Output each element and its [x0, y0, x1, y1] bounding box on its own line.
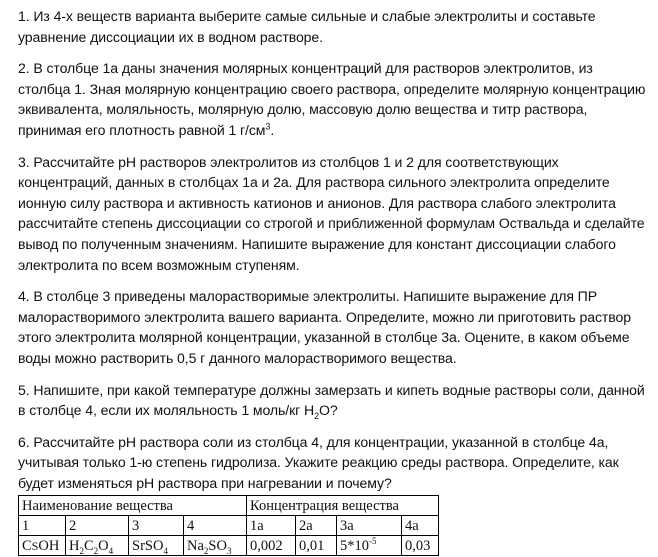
task-6	[18, 432, 646, 494]
task-3	[18, 152, 646, 276]
col-header-3: 3	[129, 516, 184, 536]
table-header-row	[19, 496, 439, 516]
table-column-numbers-row	[19, 516, 439, 536]
cell-substance-4: $Na_2SO_3$	[184, 536, 247, 556]
cell-conc-2a: 0,01	[296, 536, 337, 556]
col-header-2: 2	[66, 516, 129, 536]
task-2-body: 2. В столбце 1а даны значения молярных концентраций для растворов электролитов, из столбца 1. Зная молярную концентрацию своего раствора, определите молярную концентрацию эквивалента, моляльность, молярную долю, массовую долю вещества и титр раствора, принимая его плотность равной 1 г/см	[18, 60, 646, 138]
col-header-3a: 3а	[337, 516, 402, 536]
table-row	[19, 536, 439, 556]
cell-conc-3a: $5*10^{-5}$	[337, 536, 402, 556]
header-substance-name: Наименование вещества	[19, 496, 247, 516]
task-1-text: 1. Из 4-х веществ варианта выберите самые сильные и слабые электролиты и составьте уравнение диссоциации их в водном растворе.	[18, 8, 596, 45]
cell-substance-1: CSOH	[19, 536, 66, 556]
col-header-4a: 4а	[402, 516, 439, 536]
task-2-tail: .	[270, 121, 275, 138]
variant-table	[18, 495, 439, 556]
cell-conc-1a: 0,002	[247, 536, 296, 556]
task-6-text: 6. Рассчитайте pH раствора соли из столбца 4, для концентрации, указанной в столбце 4а, учитывая только 1-ю степень гидролиза. Укажите реакцию среды раствора. Определите, как будет изменяться pH раствора при нагревании и почему?	[18, 433, 619, 491]
task-4-text: 4. В столбце 3 приведены малорастворимые электролиты. Напишите выражение для ПР малорастворимого электролита вашего варианта. Определите, можно ли приготовить раствор этого электролита молярной концентрации, указанной в столбце 3а. Оцените, в каком объеме воды можно растворить 0,5 г данного малорастворимого вещества.	[18, 288, 631, 366]
task-1	[18, 6, 646, 47]
col-header-2a: 2а	[296, 516, 337, 536]
col-header-4: 4	[184, 516, 247, 536]
task-2-text	[18, 58, 646, 140]
cell-substance-2: $H_2C_2O_4$	[66, 536, 129, 556]
task-5-tail: O?	[319, 402, 338, 419]
header-concentration: Концентрация вещества	[247, 496, 439, 516]
cubic-superscript: 3	[265, 121, 271, 132]
col-header-1a: 1а	[247, 516, 296, 536]
task-4	[18, 286, 646, 368]
task-5-text	[18, 380, 646, 421]
task-3-text: 3. Рассчитайте pH растворов электролитов из столбцов 1 и 2 для соответствующих концентраций, данных в столбцах 1а и 2а. Для раствора сильного электролита определите ионную силу раствора и активность катионов и анионов. Для раствора слабого электролита рассчитайте степень диссоциации со строгой и приближенной формулам Оствальда и сделайте вывод по полученным значениям. Напишите выражение для констант диссоциации слабого электролита по всем возможным ступеням.	[18, 153, 645, 273]
task-5-body: 5. Напишите, при какой температуре должны замерзать и кипеть водные растворы соли, данной в столбце 4, если их моляльность 1 моль/кг H	[18, 381, 645, 419]
water-subscript: 2	[314, 410, 320, 421]
task-2	[18, 58, 646, 140]
task-5	[18, 380, 646, 421]
cell-substance-3: SrSO$_4$	[129, 536, 184, 556]
col-header-1: 1	[19, 516, 66, 536]
cell-conc-4a: 0,03	[402, 536, 439, 556]
